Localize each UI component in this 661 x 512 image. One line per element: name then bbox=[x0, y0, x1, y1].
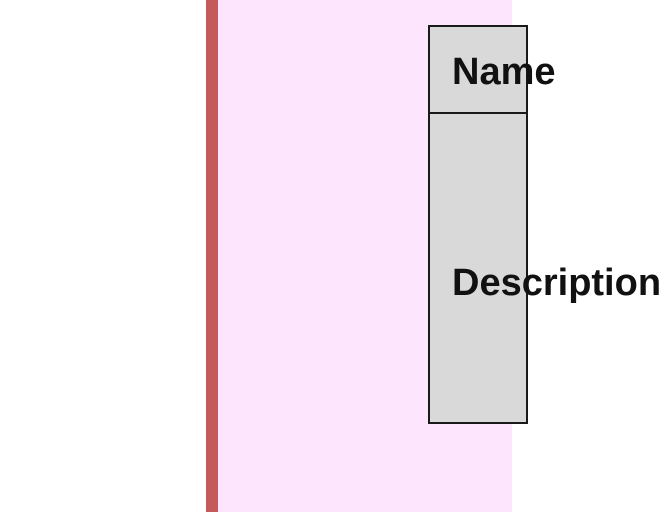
name-row[interactable] bbox=[430, 27, 556, 114]
form-box bbox=[428, 25, 661, 424]
name-label: Name bbox=[452, 51, 556, 93]
description-row[interactable] bbox=[430, 114, 661, 422]
description-label: Description bbox=[452, 262, 661, 304]
pane-divider[interactable] bbox=[206, 0, 218, 512]
left-pane bbox=[0, 0, 206, 512]
